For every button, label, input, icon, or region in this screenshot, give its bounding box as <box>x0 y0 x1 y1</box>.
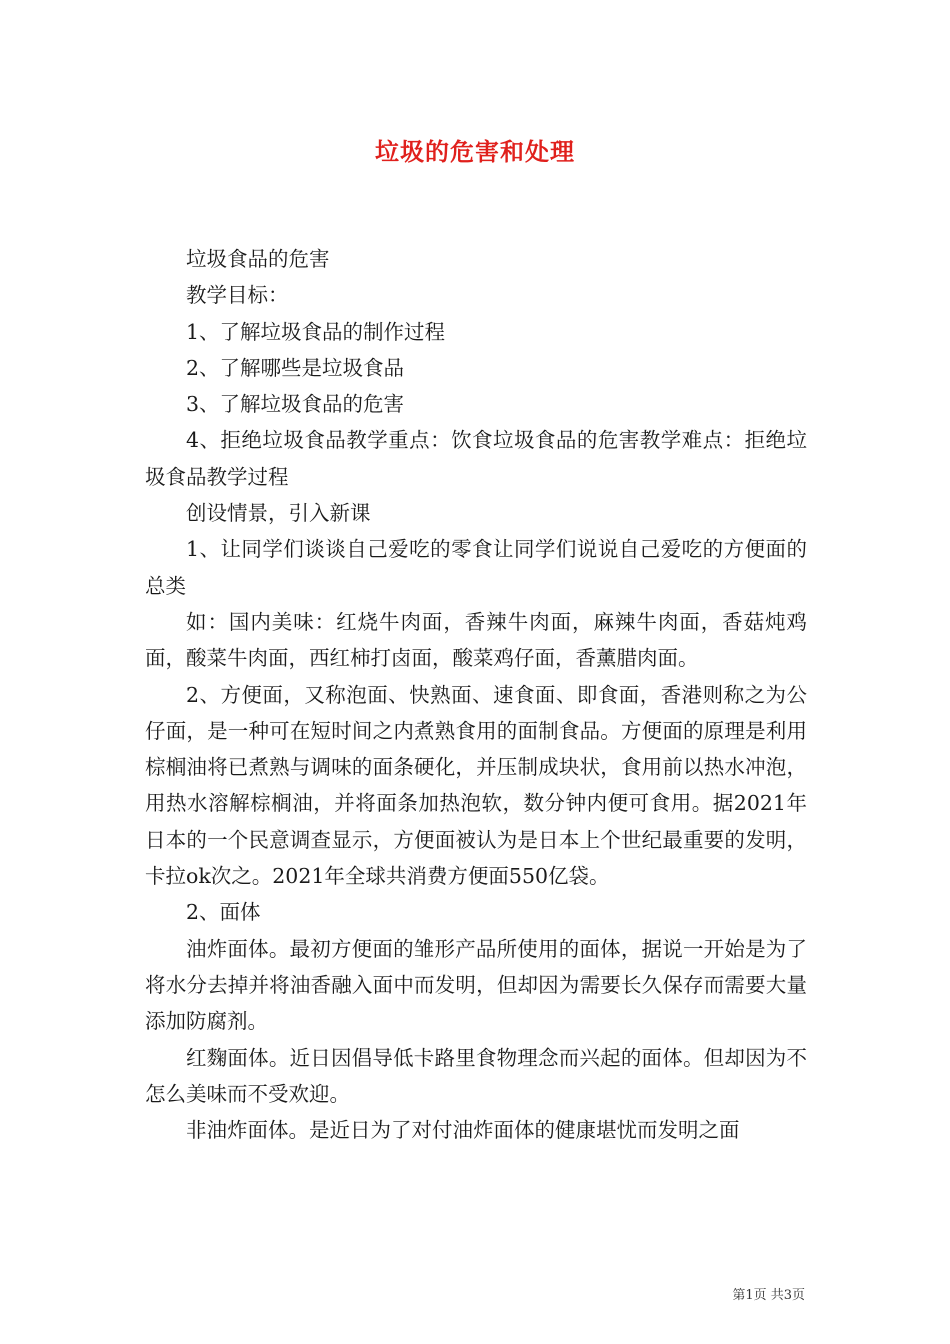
paragraph: 红麴面体。近日因倡导低卡路里食物理念而兴起的面体。但却因为不怎么美味而不受欢迎。 <box>145 1045 807 1106</box>
paragraph: 2、面体 <box>186 900 261 925</box>
document-title: 垃圾的危害和处理 <box>375 137 575 166</box>
paragraph: 如：国内美味：红烧牛肉面，香辣牛肉面，麻辣牛肉面，香菇炖鸡面，酸菜牛肉面，西红柿打卤面，酸菜鸡仔面，香薰腊肉面。 <box>145 609 807 671</box>
paragraph: 3、了解垃圾食品的危害 <box>186 392 405 417</box>
paragraph: 教学目标： <box>186 283 289 308</box>
paragraph: 4、拒绝垃圾食品教学重点：饮食垃圾食品的危害教学难点：拒绝垃圾食品教学过程 <box>145 428 807 489</box>
paragraph: 1、让同学们谈谈自己爱吃的零食让同学们说说自己爱吃的方便面的总类 <box>145 537 807 598</box>
paragraph: 创设情景，引入新课 <box>186 501 371 526</box>
paragraph: 2、方便面，又称泡面、快熟面、速食面、即食面，香港则称之为公仔面，是一种可在短时间之内煮熟食用的面制食品。方便面的原理是利用棕榈油将已煮熟与调味的面条硬化，并压制成块状，食用前以热水冲泡，用热水溶解棕榈油，并将面条加热泡软，数分钟内便可食用。据2021年日本的一个民意调查显示，方便面被认为是日本上个世纪最重要的发明，卡拉ok次之。2021年全球共消费方便面550亿袋。 <box>145 682 807 889</box>
paragraph: 1、了解垃圾食品的制作过程 <box>186 319 446 344</box>
paragraph: 垃圾食品的危害 <box>186 247 330 271</box>
paragraph: 非油炸面体。是近日为了对付油炸面体的健康堪忧而发明之面 <box>186 1118 740 1143</box>
paragraph: 油炸面体。最初方便面的雏形产品所使用的面体，据说一开始是为了将水分去掉并将油香融入面中而发明，但却因为需要长久保存而需要大量添加防腐剂。 <box>145 936 807 1034</box>
paragraph: 2、了解哪些是垃圾食品 <box>186 355 405 380</box>
page-number: 第1页 共3页 <box>732 1288 805 1303</box>
document-body <box>145 241 807 1148</box>
